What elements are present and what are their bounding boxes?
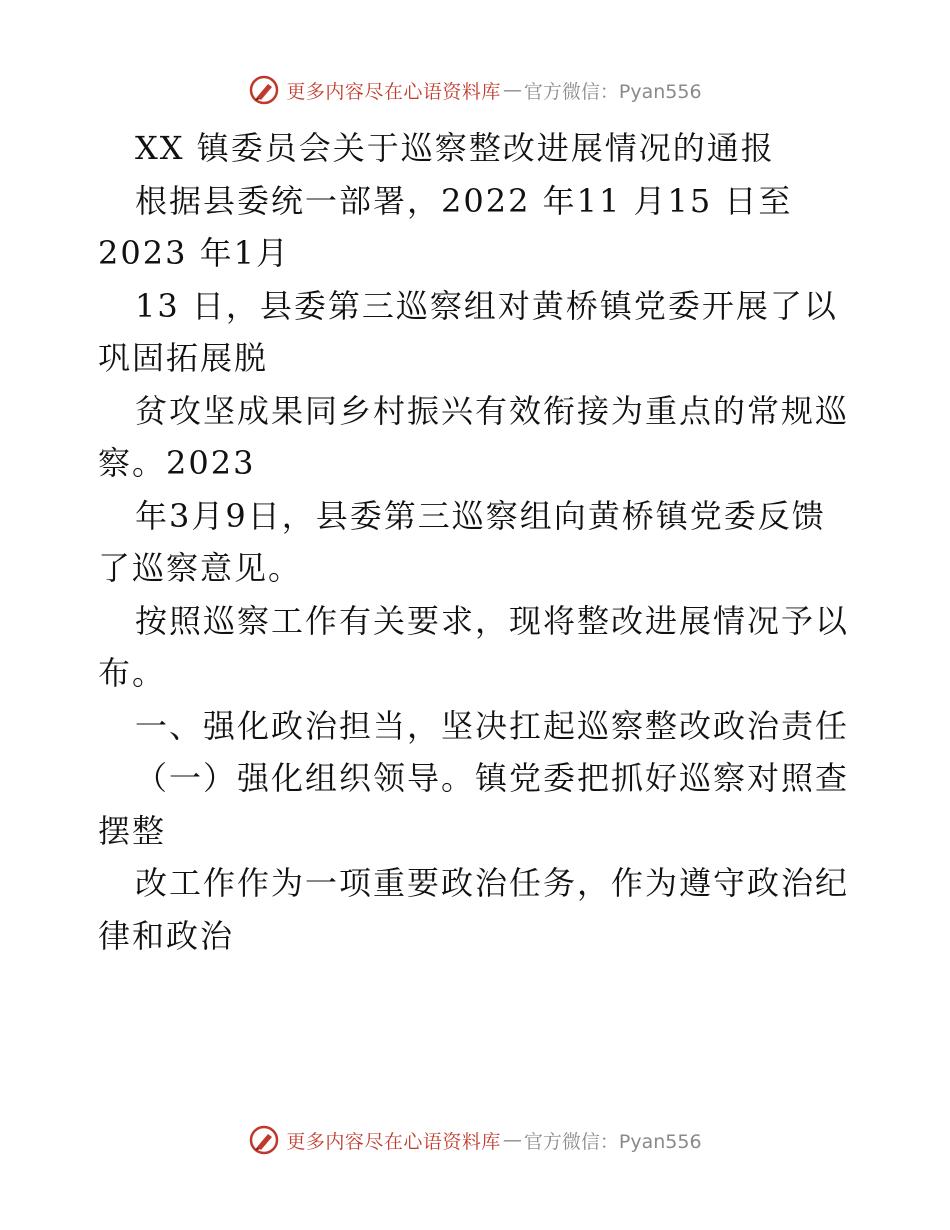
pen-logo-icon	[248, 74, 280, 106]
watermark-official: 官方微信：Pyan556	[523, 80, 702, 103]
text-line: 13 日，县委第三巡察组对黄桥镇党委开展了以	[135, 286, 838, 325]
text-line: （一）强化组织领导。镇党委把抓好巡察对照查	[135, 759, 850, 797]
header-watermark	[0, 70, 950, 110]
watermark-dash: —	[502, 1129, 522, 1151]
text-line: 按照巡察工作有关要求，现将整改进展情况予以	[135, 601, 850, 640]
text-line: 巩固拓展脱	[98, 339, 269, 377]
footer-watermark	[0, 1120, 950, 1160]
text-line: 摆整	[98, 811, 167, 850]
text-line: 布。	[98, 654, 167, 692]
text-line: 一、强化政治担当，坚决扛起巡察整改政治责任	[135, 706, 850, 745]
text-line: 了巡察意见。	[98, 549, 303, 587]
watermark-text: 更多内容尽在心语资料库	[286, 80, 501, 103]
pen-logo-icon	[248, 1124, 280, 1156]
text-line: 根据县委统一部署，2022 年11 月15 日至	[135, 181, 793, 220]
watermark-dash: —	[502, 79, 522, 101]
text-line: XX 镇委员会关于巡察整改进展情况的通报	[135, 129, 775, 167]
watermark-text: 更多内容尽在心语资料库	[286, 1130, 501, 1153]
watermark-official: 官方微信：Pyan556	[523, 1130, 702, 1153]
document-body	[98, 122, 858, 962]
text-line: 改工作作为一项重要政治任务，作为遵守政治纪	[135, 864, 850, 902]
text-line: 年3月9日，县委第三巡察组向黄桥镇党委反馈	[135, 496, 826, 535]
text-line: 察。2023	[98, 444, 256, 482]
text-line: 律和政治	[98, 916, 235, 955]
text-line: 贫攻坚成果同乡村振兴有效衔接为重点的常规巡	[135, 391, 850, 430]
text-line: 2023 年1月	[98, 234, 290, 272]
